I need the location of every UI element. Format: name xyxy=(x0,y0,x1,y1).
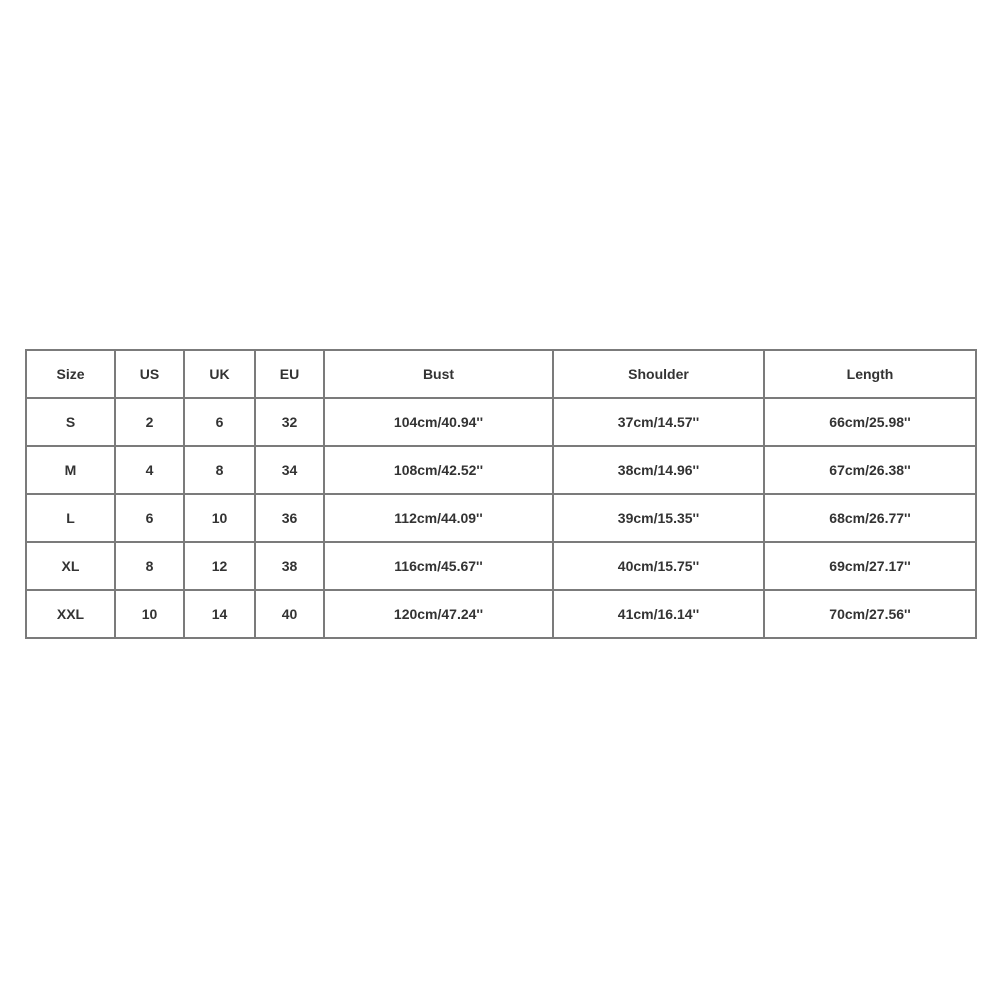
size-chart-table xyxy=(25,349,977,639)
cell-size: XL xyxy=(26,542,115,590)
cell-length: 67cm/26.38'' xyxy=(764,446,976,494)
cell-uk: 14 xyxy=(184,590,255,638)
header-bust: Bust xyxy=(324,350,553,398)
cell-uk: 12 xyxy=(184,542,255,590)
header-us: US xyxy=(115,350,184,398)
cell-eu: 38 xyxy=(255,542,324,590)
cell-eu: 36 xyxy=(255,494,324,542)
cell-eu: 40 xyxy=(255,590,324,638)
cell-us: 8 xyxy=(115,542,184,590)
cell-bust: 116cm/45.67'' xyxy=(324,542,553,590)
cell-shoulder: 39cm/15.35'' xyxy=(553,494,764,542)
cell-bust: 120cm/47.24'' xyxy=(324,590,553,638)
cell-length: 70cm/27.56'' xyxy=(764,590,976,638)
cell-eu: 32 xyxy=(255,398,324,446)
cell-length: 66cm/25.98'' xyxy=(764,398,976,446)
cell-bust: 108cm/42.52'' xyxy=(324,446,553,494)
table-row xyxy=(26,494,976,542)
cell-shoulder: 38cm/14.96'' xyxy=(553,446,764,494)
table-row xyxy=(26,398,976,446)
cell-bust: 112cm/44.09'' xyxy=(324,494,553,542)
cell-us: 10 xyxy=(115,590,184,638)
cell-us: 6 xyxy=(115,494,184,542)
cell-size: M xyxy=(26,446,115,494)
header-length: Length xyxy=(764,350,976,398)
cell-us: 2 xyxy=(115,398,184,446)
cell-length: 69cm/27.17'' xyxy=(764,542,976,590)
cell-shoulder: 37cm/14.57'' xyxy=(553,398,764,446)
header-size: Size xyxy=(26,350,115,398)
cell-size: S xyxy=(26,398,115,446)
cell-size: L xyxy=(26,494,115,542)
cell-uk: 6 xyxy=(184,398,255,446)
header-row xyxy=(26,350,976,398)
header-eu: EU xyxy=(255,350,324,398)
table-row xyxy=(26,446,976,494)
cell-shoulder: 40cm/15.75'' xyxy=(553,542,764,590)
cell-shoulder: 41cm/16.14'' xyxy=(553,590,764,638)
cell-size: XXL xyxy=(26,590,115,638)
cell-us: 4 xyxy=(115,446,184,494)
cell-uk: 8 xyxy=(184,446,255,494)
header-shoulder: Shoulder xyxy=(553,350,764,398)
table-row xyxy=(26,542,976,590)
cell-length: 68cm/26.77'' xyxy=(764,494,976,542)
header-uk: UK xyxy=(184,350,255,398)
cell-bust: 104cm/40.94'' xyxy=(324,398,553,446)
table-row xyxy=(26,590,976,638)
cell-uk: 10 xyxy=(184,494,255,542)
cell-eu: 34 xyxy=(255,446,324,494)
